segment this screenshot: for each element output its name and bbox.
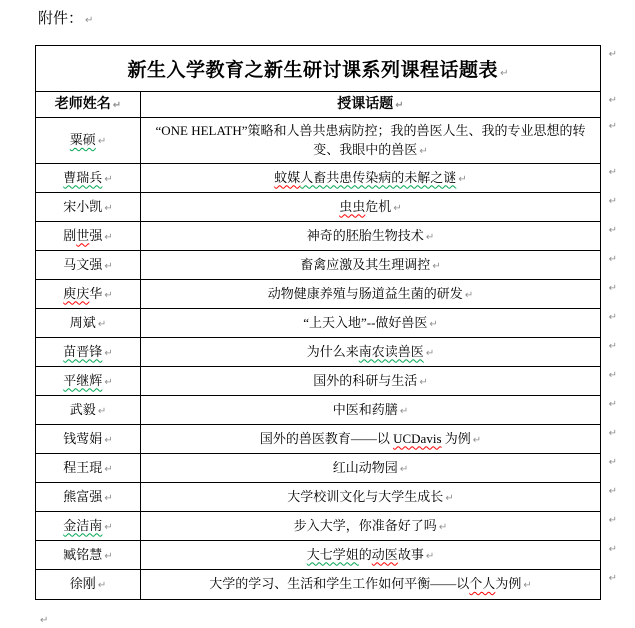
cell-text: 为例 (495, 576, 522, 591)
end-of-cell-mark: ↵ (472, 434, 482, 446)
end-of-row-mark: ↵ (608, 399, 617, 410)
end-of-cell-mark: ↵ (425, 231, 435, 243)
spellcheck-green-text: 苗晋锋 (63, 343, 103, 359)
attachment-line[interactable] (38, 7, 93, 28)
lecture-topic-cell[interactable] (141, 396, 600, 424)
end-of-row-mark: ↵ (608, 457, 617, 468)
spellcheck-green-text: 人畜共患传染病的未解之谜 (300, 169, 457, 185)
lecture-topic-cell[interactable] (141, 222, 600, 250)
paragraph-mark: ↵ (40, 615, 49, 626)
teacher-name-cell[interactable] (36, 118, 141, 163)
teacher-name-cell[interactable] (36, 309, 141, 337)
attachment-label: 附件： (38, 11, 84, 27)
cell-text: 国外的科研与生活 (313, 372, 418, 388)
cell-text: 臧铭慧 (63, 546, 103, 562)
spellcheck-green-text: 曹瑞兵 (63, 169, 103, 185)
end-of-row-mark: ↵ (608, 121, 617, 132)
lecture-topic-cell[interactable] (141, 425, 600, 453)
cell-text: 大学的学习、生活和学生工作如何平衡——以 (209, 576, 470, 591)
spellcheck-red-text: 庾庆 (63, 285, 90, 301)
end-of-cell-mark: ↵ (458, 173, 467, 185)
end-of-row-mark: ↵ (608, 95, 617, 106)
table-row (36, 251, 617, 280)
end-of-cell-mark: ↵ (104, 376, 113, 388)
teacher-name-cell[interactable] (36, 338, 141, 366)
end-of-row-mark: ↵ (608, 370, 617, 381)
end-of-cell-mark: ↵ (104, 550, 113, 562)
end-of-cell-mark: ↵ (104, 434, 113, 446)
lecture-topic-cell[interactable] (141, 251, 600, 279)
end-of-cell-mark: ↵ (104, 260, 113, 272)
spellcheck-green-text: 平继辉 (63, 372, 103, 388)
table-row (36, 425, 617, 454)
cell-text: 步入大学，你准备好了吗 (293, 517, 437, 533)
end-of-cell-mark: ↵ (500, 68, 509, 79)
cell-text: 熊富强 (63, 488, 103, 504)
table-row (36, 222, 617, 251)
table-row (36, 541, 617, 570)
end-of-cell-mark: ↵ (104, 347, 113, 359)
lecture-topic-cell[interactable] (141, 454, 600, 482)
cell-text: 为什么来 (306, 343, 359, 359)
spellcheck-red-text: 个人 (469, 576, 496, 591)
end-of-cell-mark: ↵ (104, 173, 113, 185)
cell-text: 中医和药膳 (332, 401, 398, 417)
end-of-row-mark: ↵ (608, 254, 617, 265)
spellcheck-green-text: 南农读兽医 (358, 343, 424, 359)
end-of-cell-mark: ↵ (112, 99, 122, 111)
end-of-row-mark: ↵ (608, 515, 617, 526)
cell-text: 剧 (63, 227, 77, 243)
teacher-name-cell[interactable] (36, 251, 141, 279)
end-of-row-mark: ↵ (608, 225, 617, 236)
teacher-name-cell[interactable] (36, 425, 141, 453)
end-of-row-mark: ↵ (608, 341, 617, 352)
cell-text: 宋小凯 (63, 198, 103, 214)
end-of-row-mark: ↵ (608, 167, 617, 178)
end-of-cell-mark: ↵ (399, 405, 409, 417)
end-of-cell-mark: ↵ (104, 289, 113, 301)
end-of-cell-mark: ↵ (445, 492, 454, 504)
lecture-topic-cell[interactable] (141, 338, 600, 366)
end-of-row-mark: ↵ (608, 486, 617, 497)
cell-text: 周斌 (69, 314, 96, 330)
end-of-cell-mark: ↵ (438, 521, 448, 533)
end-of-cell-mark: ↵ (97, 405, 107, 417)
cell-text: “上天入地”--做好兽医 (303, 314, 428, 330)
cell-text: 的 (358, 546, 372, 562)
end-of-cell-mark: ↵ (104, 231, 113, 243)
end-of-cell-mark: ↵ (97, 318, 107, 330)
table-row (36, 454, 617, 483)
cell-text: 武毅 (69, 401, 96, 417)
table-row (36, 338, 617, 367)
lecture-topic-cell[interactable] (141, 118, 600, 163)
cell-text: 国外的兽医教育——以 (259, 430, 394, 446)
table-row (36, 396, 617, 425)
end-of-cell-mark: ↵ (393, 202, 402, 214)
lecture-topic-cell[interactable] (141, 512, 600, 540)
cell-text: 畜禽应激及其生理调控 (300, 256, 431, 272)
spellcheck-red-text: 蚊媒 (274, 169, 301, 185)
cell-text: 徐刚 (69, 576, 96, 591)
teacher-name-cell[interactable] (36, 483, 141, 511)
cell-text: 故事 (397, 546, 424, 562)
lecture-topic-cell[interactable] (141, 280, 600, 308)
header-teacher-name[interactable]: 老师姓名 ↵ (36, 92, 141, 117)
end-of-cell-mark: ↵ (104, 463, 113, 475)
teacher-name-cell[interactable] (36, 454, 141, 482)
table-title: 新生入学教育之新生研讨课系列课程话题表 (127, 60, 499, 81)
end-of-cell-mark: ↵ (419, 145, 428, 157)
end-of-cell-mark: ↵ (104, 202, 113, 214)
end-of-cell-mark: ↵ (425, 347, 435, 359)
end-of-row-mark: ↵ (608, 573, 617, 584)
lecture-topic-cell[interactable] (141, 309, 600, 337)
cell-text: “ONE HELATH”策略和人兽共患病防控；我的兽医人生、我的专业思想的转变、我眼中的兽医 (155, 122, 586, 157)
cell-text: 动物健康养殖与肠道益生菌的研发 (267, 285, 463, 301)
table-row (36, 512, 617, 541)
cell-text: 为例 (441, 430, 471, 446)
lecture-topic-cell[interactable] (141, 367, 600, 395)
end-of-cell-mark: ↵ (432, 260, 441, 272)
table-title-row[interactable] (36, 46, 617, 92)
course-topics-table (35, 45, 617, 600)
cell-text: 程王琨 (63, 459, 103, 475)
end-of-cell-mark: ↵ (104, 492, 113, 504)
teacher-name-cell[interactable] (36, 570, 141, 599)
table-header-row (36, 92, 617, 118)
end-of-cell-mark: ↵ (395, 99, 404, 111)
lecture-topic-cell[interactable] (141, 541, 600, 569)
spellcheck-red-text: 虫虫 (339, 198, 366, 214)
cell-text: 钱莺娟 (63, 430, 103, 446)
cell-text: 马文强 (63, 256, 103, 272)
lecture-topic-cell[interactable] (141, 483, 600, 511)
spellcheck-green-text: 大七学姐 (306, 546, 359, 562)
end-of-row-mark: ↵ (608, 283, 617, 294)
table-row (36, 570, 617, 599)
spellcheck-red-text: 动医 (371, 546, 398, 562)
table-body (36, 118, 617, 599)
end-of-row-mark: ↵ (608, 312, 617, 323)
teacher-name-cell[interactable] (36, 512, 141, 540)
teacher-name-cell[interactable] (36, 396, 141, 424)
cell-text: 强 (89, 227, 103, 243)
end-of-cell-mark: ↵ (464, 289, 474, 301)
table-row (36, 483, 617, 512)
table-row (36, 118, 617, 164)
end-of-cell-mark: ↵ (429, 318, 438, 330)
end-of-row-mark: ↵ (608, 428, 617, 439)
end-of-row-mark: ↵ (608, 49, 617, 60)
spellcheck-red-text: 世 (76, 227, 90, 243)
teacher-name-cell[interactable] (36, 280, 141, 308)
end-of-row-mark: ↵ (608, 544, 617, 555)
end-of-cell-mark: ↵ (419, 376, 428, 388)
teacher-name-cell[interactable] (36, 164, 141, 192)
spellcheck-green-text: 粟硕 (69, 132, 96, 147)
end-of-cell-mark: ↵ (399, 463, 409, 475)
end-of-cell-mark: ↵ (97, 580, 107, 591)
teacher-name-cell[interactable] (36, 193, 141, 221)
spellcheck-green-text: 金洁南 (63, 517, 103, 533)
cell-text: 大学校训文化与大学生成长 (287, 488, 444, 504)
header-lecture-topic[interactable]: 授课话题 ↵ (337, 96, 404, 112)
lecture-topic-cell[interactable] (141, 164, 600, 192)
teacher-name-cell[interactable] (36, 367, 141, 395)
table-row (36, 367, 617, 396)
table-row (36, 193, 617, 222)
lecture-topic-cell[interactable] (141, 570, 600, 599)
teacher-name-cell[interactable] (36, 222, 141, 250)
cell-text: 华 (89, 285, 103, 301)
cell-text: 危机 (365, 198, 392, 214)
teacher-name-cell[interactable] (36, 541, 141, 569)
end-of-cell-mark: ↵ (523, 580, 532, 591)
paragraph-mark: ↵ (85, 15, 94, 26)
lecture-topic-cell[interactable] (141, 193, 600, 221)
table-row (36, 280, 617, 309)
end-of-cell-mark: ↵ (104, 521, 113, 533)
end-of-cell-mark: ↵ (425, 550, 435, 562)
table-row (36, 164, 617, 193)
end-of-cell-mark: ↵ (97, 136, 107, 147)
cell-text: 神奇的胚胎生物技术 (306, 227, 424, 243)
spellcheck-red-text: UCDavis (393, 430, 442, 446)
table-row (36, 309, 617, 338)
trailing-paragraph[interactable] (38, 610, 48, 628)
end-of-row-mark: ↵ (608, 196, 617, 207)
cell-text: 红山动物园 (332, 459, 398, 475)
